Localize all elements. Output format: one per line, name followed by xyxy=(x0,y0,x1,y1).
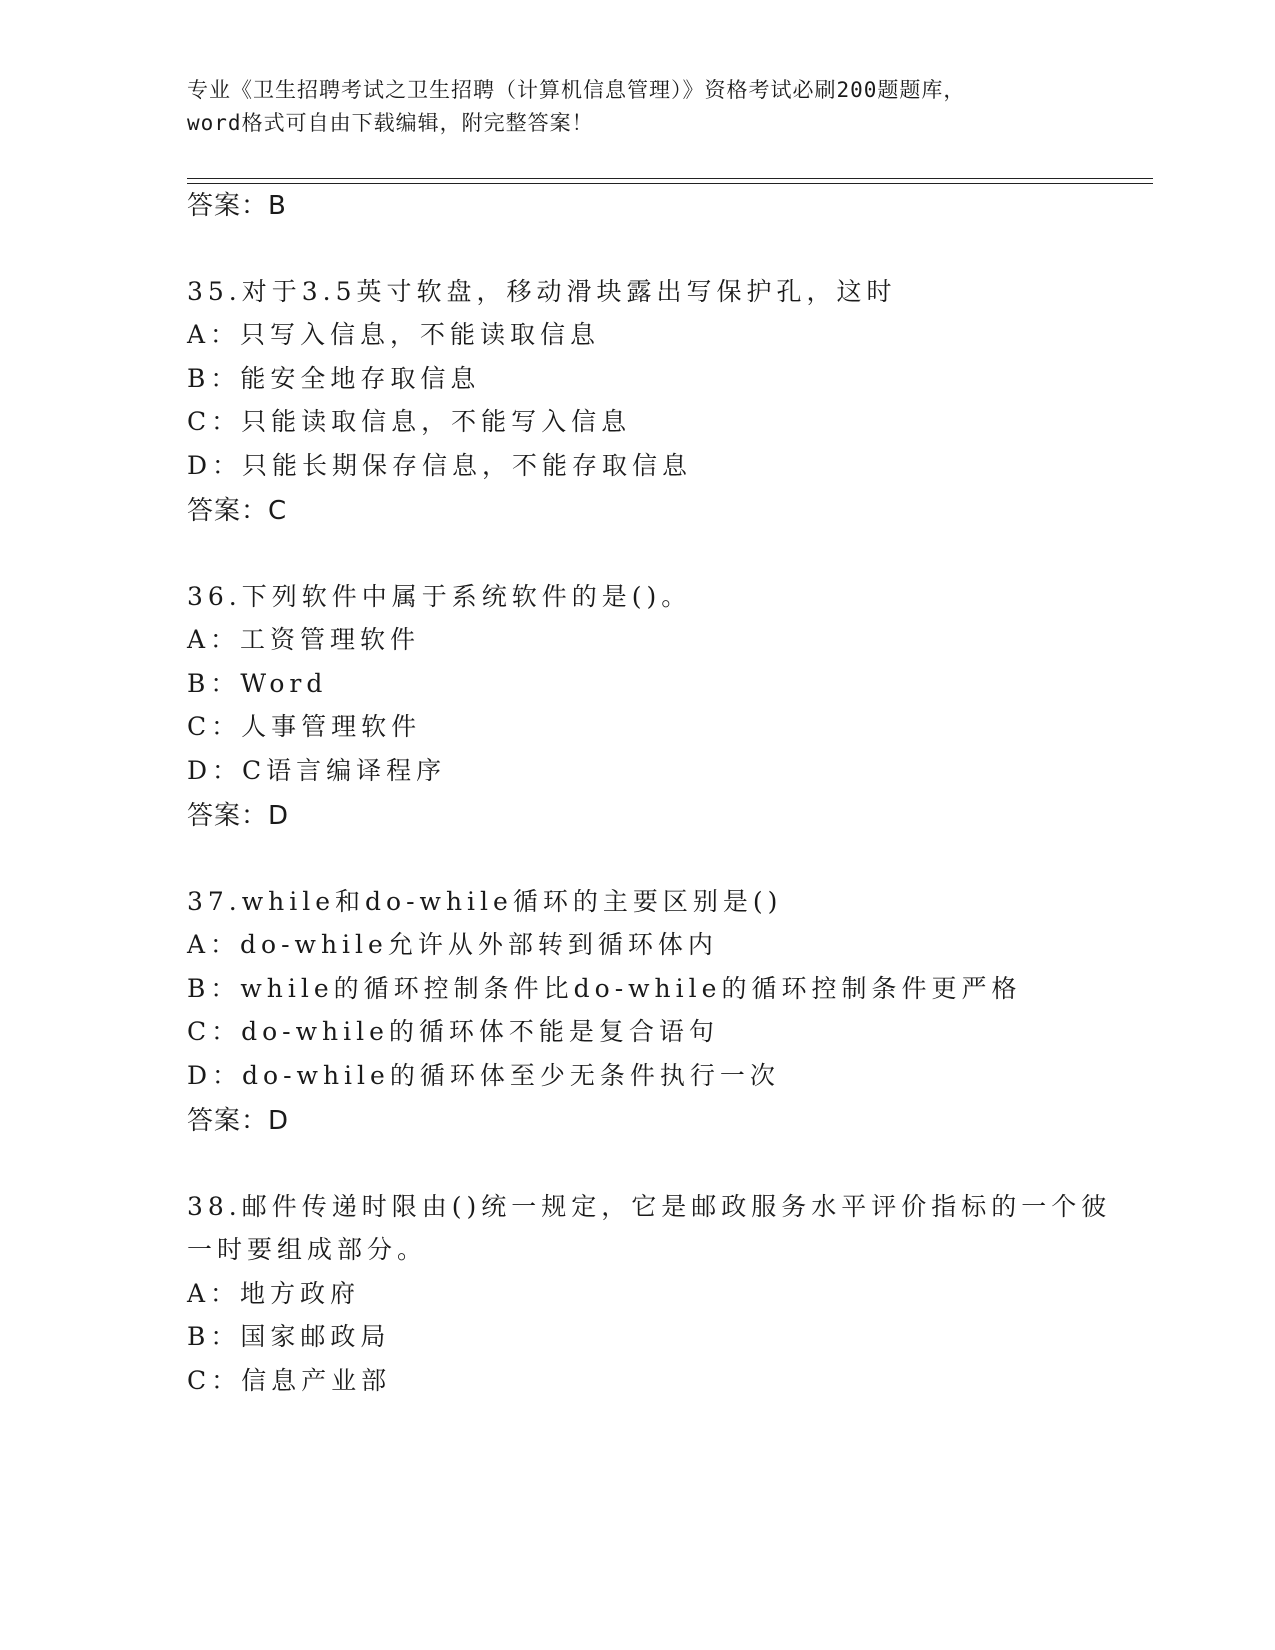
answer-previous: 答案：B xyxy=(187,191,287,221)
question-37-option-b: B：while的循环控制条件比do-while的循环控制条件更严格 xyxy=(187,974,1022,1003)
header-divider-bottom xyxy=(187,183,1153,184)
question-37-stem: 37.while和do-while循环的主要区别是() xyxy=(187,887,783,916)
question-37-answer: 答案：D xyxy=(187,1106,290,1136)
question-36-option-a: A：工资管理软件 xyxy=(187,625,421,654)
question-35-stem: 35.对于3.5英寸软盘，移动滑块露出写保护孔，这时 xyxy=(187,277,897,306)
question-38-option-a: A：地方政府 xyxy=(187,1279,361,1308)
question-35-option-d: D：只能长期保存信息，不能存取信息 xyxy=(187,451,693,480)
header-title-line-2: word格式可自由下载编辑，附完整答案！ xyxy=(187,111,594,135)
question-36-answer: 答案：D xyxy=(187,801,290,831)
question-35-option-b: B：能安全地存取信息 xyxy=(187,364,481,393)
question-35-option-a: A：只写入信息，不能读取信息 xyxy=(187,320,601,349)
question-38-stem-line-2: 一时要组成部分。 xyxy=(187,1235,428,1264)
question-35-option-c: C：只能读取信息，不能写入信息 xyxy=(187,407,632,436)
question-37-option-d: D：do-while的循环体至少无条件执行一次 xyxy=(187,1061,780,1090)
question-37-option-a: A：do-while允许从外部转到循环体内 xyxy=(187,930,718,959)
header-title-line-1: 专业《卫生招聘考试之卫生招聘（计算机信息管理）》资格考试必刷200题题库， xyxy=(187,78,966,102)
question-36-option-d: D：C语言编译程序 xyxy=(187,756,447,785)
question-38-stem-line-1: 38.邮件传递时限由()统一规定，它是邮政服务水平评价指标的一个彼 xyxy=(187,1192,1112,1221)
header-divider-top xyxy=(187,178,1153,179)
question-36-stem: 36.下列软件中属于系统软件的是()。 xyxy=(187,582,692,611)
question-38-option-b: B：国家邮政局 xyxy=(187,1322,391,1351)
question-37-option-c: C：do-while的循环体不能是复合语句 xyxy=(187,1017,719,1046)
question-35-answer: 答案：C xyxy=(187,496,288,526)
question-36-option-b: B：Word xyxy=(187,669,328,698)
document-header xyxy=(187,74,1087,140)
question-36-option-c: C：人事管理软件 xyxy=(187,712,422,741)
question-38-option-c: C：信息产业部 xyxy=(187,1366,392,1395)
